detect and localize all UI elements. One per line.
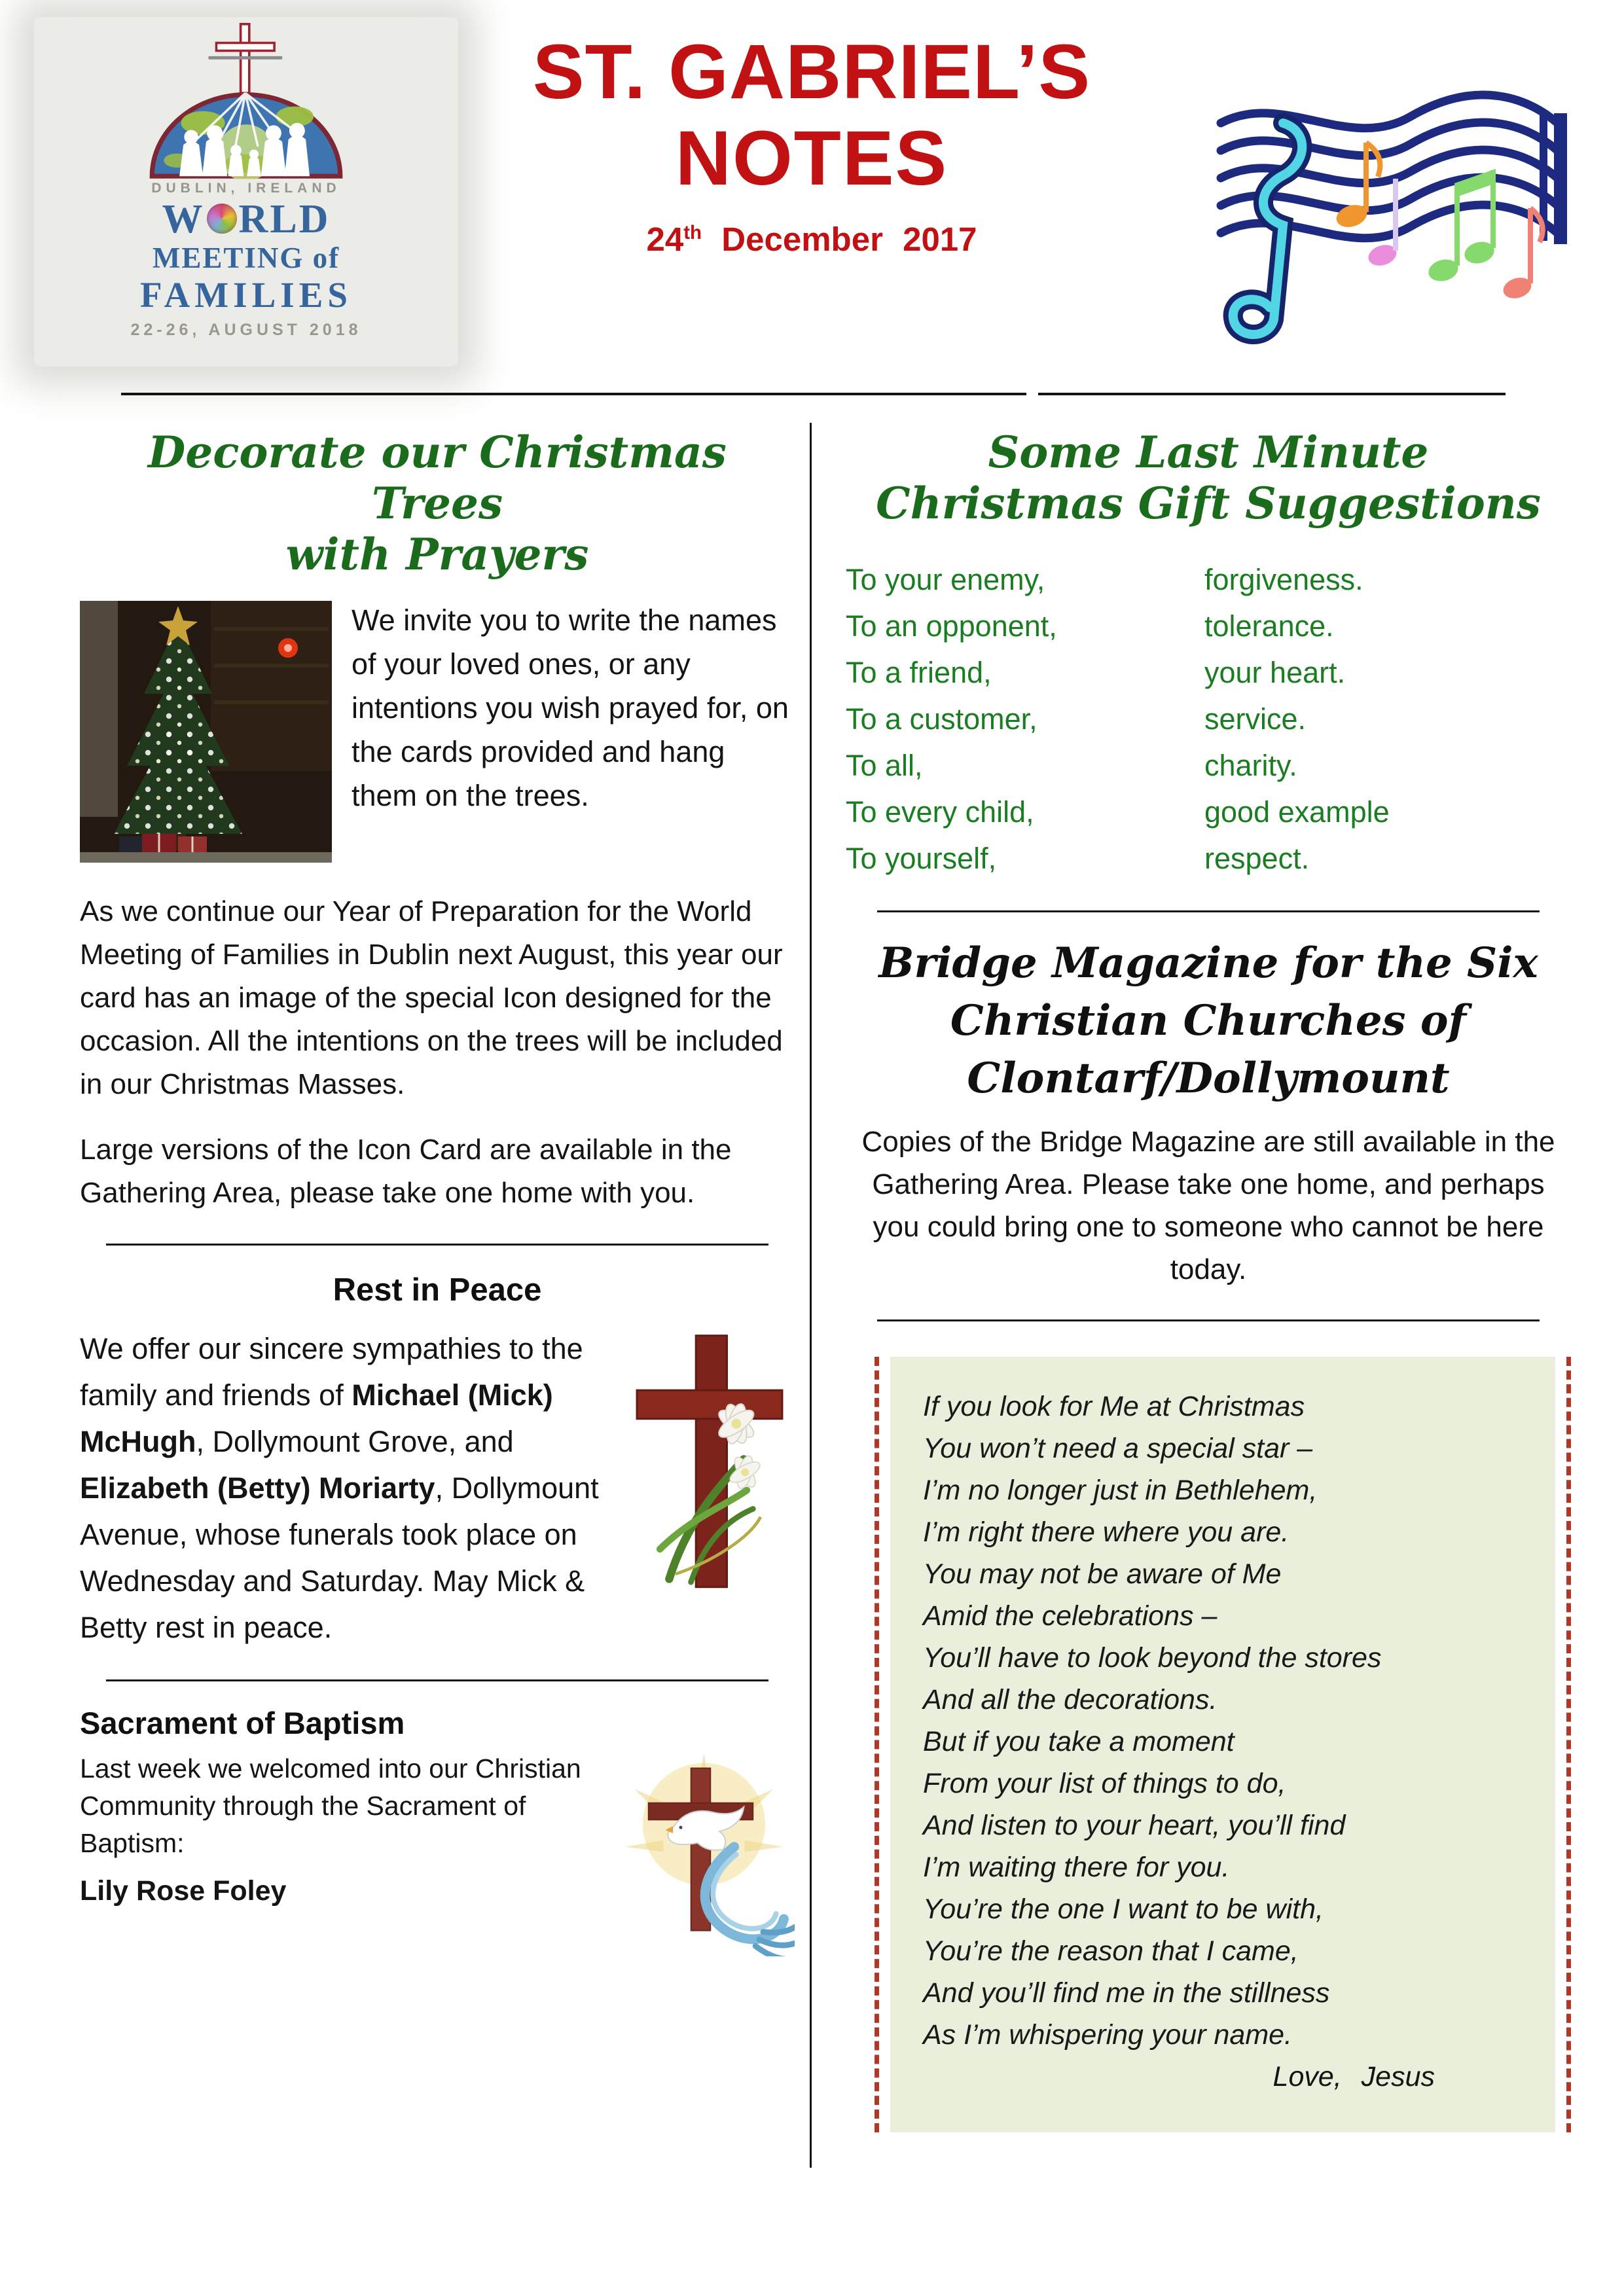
gift-recipient: To a friend,	[846, 656, 992, 689]
gifts-heading-line1: Some Last Minute	[988, 427, 1429, 478]
rip-heading: Rest in Peace	[333, 1272, 542, 1308]
poem-line: But if you take a moment	[923, 1726, 1235, 1757]
column-divider	[810, 423, 812, 2168]
baptism-name: Lily Rose Foley	[80, 1875, 287, 1907]
poem-line: You may not be aware of Me	[923, 1558, 1282, 1590]
poem-line: If you look for Me at Christmas	[923, 1391, 1305, 1422]
gift-value: forgiveness.	[1204, 563, 1363, 596]
logo-world-w: W	[162, 197, 205, 242]
christmas-tree-photo	[80, 601, 332, 863]
poem-signature: Love, Jesus	[1272, 2061, 1435, 2092]
music-notes-clipart	[1185, 45, 1578, 372]
decorate-heading	[80, 427, 795, 580]
poem-line: You’re the one I want to be with,	[923, 1893, 1324, 1925]
decorate-heading-line1: Decorate our Christmas Trees	[148, 427, 727, 529]
gift-recipient: To yourself,	[846, 842, 997, 875]
wmof-logo	[34, 17, 458, 367]
decorate-intro-text: We invite you to write the names of your loved ones, or any intentions you wish prayed for, on the cards provided and hang them on the trees.	[352, 603, 789, 812]
poem-line: I’m no longer just in Bethlehem,	[923, 1475, 1318, 1506]
poem-line: You’re the reason that I came,	[923, 1935, 1299, 1967]
rip-name-2: Elizabeth (Betty) Moriarty	[80, 1471, 435, 1505]
gift-row	[846, 696, 1571, 742]
rip-paragraph	[80, 1325, 795, 1651]
poem-line: Amid the celebrations –	[923, 1600, 1218, 1632]
gift-recipient: To all,	[846, 749, 923, 782]
gift-value: your heart.	[1204, 656, 1346, 689]
gift-recipient: To an opponent,	[846, 609, 1057, 643]
bridge-heading	[846, 935, 1571, 1107]
decorate-paragraph-2: As we continue our Year of Preparation for the World Meeting of Families in Dublin next August, this year our card has an image of the special Icon designed for the occasion. All the intentions on the trees will be included in our Christmas Masses.	[80, 895, 783, 1100]
date-day: 24	[646, 221, 684, 258]
left-section-divider-1	[106, 1244, 768, 1246]
poem-line: From your list of things to do,	[923, 1768, 1286, 1799]
rip-text-2: , Dollymount Grove, and	[196, 1425, 514, 1458]
left-column	[80, 427, 795, 1960]
logo-meeting: MEETING of	[152, 242, 340, 274]
logo-location: DUBLIN, IRELAND	[151, 181, 341, 196]
poem-line: And all the decorations.	[923, 1684, 1218, 1715]
decorate-heading-line2: with Prayers	[285, 529, 589, 580]
world-swirl-icon	[207, 204, 237, 234]
gift-row	[846, 835, 1571, 882]
poem-line: You won’t need a special star –	[923, 1433, 1313, 1464]
left-section-divider-2	[106, 1679, 768, 1681]
gift-value: charity.	[1204, 749, 1297, 782]
issue-date	[511, 220, 1113, 259]
gift-list	[846, 556, 1571, 882]
rip-name-1: Michael (Mick) McHugh	[80, 1378, 553, 1458]
gift-value: service.	[1204, 702, 1307, 736]
header-divider-left	[121, 393, 1026, 395]
baptism-dove-cross-image	[606, 1750, 795, 1956]
date-rest: December 2017	[721, 221, 977, 258]
poem-box	[890, 1357, 1555, 2132]
bridge-heading-line3: Clontarf/Dollymount	[967, 1054, 1450, 1103]
poem-line: You’ll have to look beyond the stores	[923, 1642, 1382, 1674]
logo-families: FAMILIES	[140, 275, 352, 315]
poem-line: And you’ll find me in the stillness	[923, 1977, 1330, 2009]
newsletter-title-line1: ST. GABRIEL’S	[532, 29, 1091, 115]
header-divider-right	[1038, 393, 1506, 395]
date-suffix: th	[683, 222, 702, 243]
decorate-paragraph-3: Large versions of the Icon Card are available in the Gathering Area, please take one home with you.	[80, 1134, 732, 1209]
gifts-heading	[846, 427, 1571, 529]
gift-recipient: To every child,	[846, 795, 1034, 829]
wmof-globe-cross-graphic	[128, 21, 364, 179]
bridge-text: Copies of the Bridge Magazine are still available in the Gathering Area. Please take one home, and perhaps you could bring one to someone who cannot be here today.	[861, 1126, 1555, 1285]
masthead	[511, 30, 1113, 259]
gift-value: tolerance.	[1204, 609, 1334, 643]
rip-text-1: We offer our sincere sympathies to the family and friends of	[80, 1332, 583, 1412]
gift-row	[846, 556, 1571, 603]
right-section-divider-1	[877, 910, 1540, 912]
logo-world-rld: RLD	[238, 197, 331, 242]
gift-value: respect.	[1204, 842, 1310, 875]
poem-line: As I’m whispering your name.	[923, 2019, 1292, 2051]
gift-row	[846, 649, 1571, 696]
baptism-heading: Sacrament of Baptism	[80, 1706, 405, 1740]
gifts-heading-line2: Christmas Gift Suggestions	[876, 478, 1541, 529]
poem-frame	[875, 1357, 1571, 2132]
cross-with-lilies-image	[627, 1331, 792, 1598]
right-section-divider-2	[877, 1319, 1540, 1321]
logo-dates: 22-26, AUGUST 2018	[130, 321, 362, 339]
newsletter-title-line2: NOTES	[675, 115, 948, 202]
gift-recipient: To a customer,	[846, 702, 1038, 736]
gift-row	[846, 603, 1571, 649]
poem-line: I’m right there where you are.	[923, 1516, 1290, 1548]
gift-value: good example	[1204, 795, 1390, 829]
logo-world	[34, 198, 458, 241]
bridge-heading-line2: Christian Churches of	[950, 996, 1467, 1045]
gift-recipient: To your enemy,	[846, 563, 1045, 596]
rip-text-3: , Dollymount Avenue, whose funerals took place on Wednesday and Saturday. May Mick & Betty rest in peace.	[80, 1471, 599, 1644]
poem-line: And listen to your heart, you’ll find	[923, 1810, 1346, 1841]
gift-row	[846, 742, 1571, 789]
bridge-heading-line1: Bridge Magazine for the Six	[878, 939, 1538, 988]
right-column	[846, 427, 1571, 2132]
gift-row	[846, 789, 1571, 835]
decorate-intro-row	[80, 598, 795, 868]
baptism-row	[80, 1750, 795, 1960]
poem-line: I’m waiting there for you.	[923, 1852, 1230, 1883]
baptism-text: Last week we welcomed into our Christian Community through the Sacrament of Baptism:	[80, 1753, 581, 1858]
